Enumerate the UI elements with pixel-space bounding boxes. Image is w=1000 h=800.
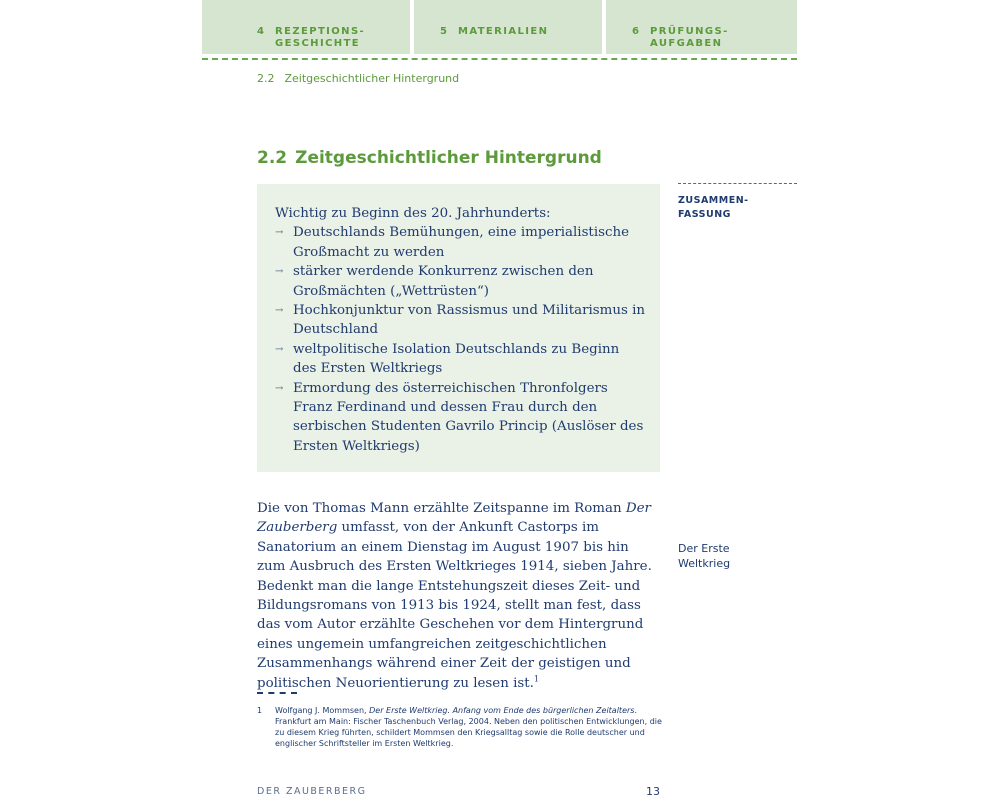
summary-intro: Wichtig zu Beginn des 20. Jahrhunderts: — [275, 206, 551, 221]
footnote-divider — [257, 692, 297, 694]
arrow-right-icon: → — [275, 227, 284, 239]
footer-book-title: DER ZAUBERBERG — [257, 786, 367, 797]
arrow-right-icon: → — [275, 305, 284, 317]
novel-title: Der Zauberberg — [257, 501, 651, 536]
summary-list — [275, 223, 645, 456]
footnote: 1 Wolfgang J. Mommsen, Der Erste Weltkrieg. Anfang vom Ende des bürgerlichen Zeitalters. Frankfurt am Main: Fischer Taschenbuch Verlag, 2004. Neben den politischen Entwicklungen, die zu diesem Krieg führten, schildert Mommsen den Kriegsalltag sowie die Rolle deutscher und englischer Schriftsteller im Ersten Weltkrieg. — [257, 706, 662, 748]
breadcrumb: 2.2 Zeitgeschichtlicher Hintergrund — [257, 72, 460, 85]
footnote-ref[interactable]: 1 — [533, 674, 539, 684]
summary-item: → stärker werdende Konkurrenz zwischen den Großmächten („Wettrüsten“) — [275, 264, 594, 299]
summary-item: → Hochkonjunktur von Rassismus und Militarismus in Deutschland — [275, 303, 645, 338]
summary-item: → weltpolitische Isolation Deutschlands zu Beginn des Ersten Weltkriegs — [275, 341, 620, 377]
summary-box — [257, 184, 660, 472]
arrow-right-icon: → — [275, 266, 284, 278]
arrow-right-icon: → — [275, 382, 284, 394]
page-number: 13 — [646, 785, 660, 798]
summary-item: → Deutschlands Bemühungen, eine imperialistische Großmacht zu werden — [275, 225, 630, 260]
side-divider — [678, 183, 797, 184]
body-paragraph: Die von Thomas Mann erzählte Zeitspanne im Roman Der Zauberberg umfasst, von der Ankunft Castorps im Sanatorium an einem Dienstag im August 1907 bis hin zum Ausbruch des Ersten Weltkrieges 1914, sieben Jahre. Bedenkt man die lange Entstehungszeit dieses Zeit- und Bildungsromans von 1913 bis 1924, stellt man fest, dass das vom Autor erzählte Geschehen vor dem Hintergrund eines ungemein umfangreichen zeitgeschichtlichen Zusammenhangs während einer Zeit der geistigen und politischen Neuorientierung zu lesen ist.$^1$ — [257, 501, 652, 691]
section-heading: 2.2 Zeitgeschichtlicher Hintergrund — [257, 148, 602, 168]
tab-rezeptionsgeschichte[interactable] — [202, 0, 410, 54]
arrow-right-icon: → — [275, 343, 284, 355]
tab-materialien[interactable] — [414, 0, 602, 54]
tab-label: 6 PRÜFUNGS- AUFGABEN — [632, 26, 729, 49]
tab-pruefungsaufgaben[interactable] — [606, 0, 797, 54]
tab-label: 4 REZEPTIONS- GESCHICHTE — [257, 26, 366, 49]
side-heading: ZUSAMMEN- FASSUNG — [678, 195, 749, 220]
header-divider — [202, 58, 797, 60]
tab-label: 5 MATERIALIEN — [440, 26, 549, 37]
margin-note: Der Erste Weltkrieg — [678, 542, 731, 570]
summary-item: → Ermordung des österreichischen Thronfolgers Franz Ferdinand und dessen Frau durch den serbischen Studenten Gavrilo Princip (Auslöser des Ersten Weltkriegs) — [275, 380, 644, 454]
